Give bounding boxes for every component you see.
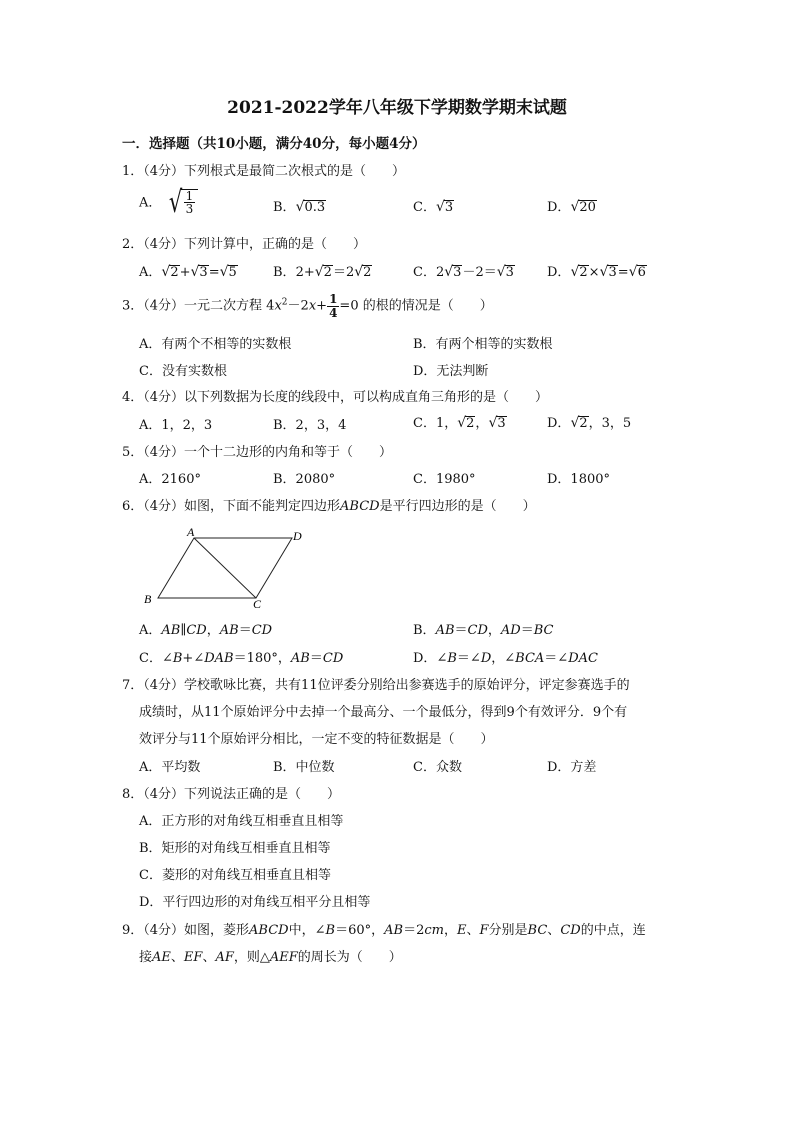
op: × [588, 265, 600, 280]
op: ∥ [180, 623, 187, 638]
seg: BC [533, 623, 554, 638]
seg: AF [215, 950, 234, 965]
seg: AB [161, 623, 181, 638]
radicand: 3 [444, 200, 454, 215]
frac-den: 3 [185, 202, 194, 217]
seg: AEF [269, 950, 298, 965]
var-x: x [274, 298, 282, 314]
exponent: 2 [281, 297, 288, 308]
q2-option-d: D．√2×√3=√6 [547, 264, 646, 280]
q4-c-pre: C．1， [413, 416, 458, 431]
seg: D [480, 651, 492, 666]
txt: 、 [202, 950, 216, 965]
seg: B [325, 923, 336, 938]
page-title: 2021-2022学年八年级下学期数学期末试题 [227, 98, 567, 118]
op: ，∠ [491, 651, 516, 666]
op: ＝ [309, 651, 323, 666]
seg: CD [186, 623, 207, 638]
op: ＝ [238, 623, 252, 638]
q8-option-c: C．菱形的对角线互相垂直且相等 [139, 868, 331, 883]
radicand: 0.3 [304, 200, 326, 215]
seg: AB [435, 623, 455, 638]
op: + [179, 265, 191, 280]
q6-abcd: ABCD [340, 499, 380, 514]
radicand: 2 [579, 265, 588, 280]
radicand: 3 [453, 265, 462, 280]
seg: CD [322, 651, 344, 666]
radicand: 2 [579, 416, 588, 431]
txt: 中，∠ [288, 923, 326, 938]
txt: 分别是 [488, 923, 528, 938]
radicand: 5 [228, 265, 237, 280]
seg: DAB [204, 651, 234, 666]
q2-a-label: A． [139, 265, 162, 280]
seg: B [172, 651, 183, 666]
q6-c-label: C． [139, 651, 162, 666]
q4-d-post: ，3，5 [588, 416, 632, 431]
radicand: 6 [637, 265, 646, 280]
seg: ABCD [249, 923, 289, 938]
q1-stem: 1．（4分）下列根式是最简二次根式的是（ ） [122, 164, 406, 179]
q9-line-1 [122, 924, 646, 937]
unit: cm [424, 923, 444, 938]
vertex-a-label: A [187, 525, 195, 539]
q3-stem-mid: －2 [287, 298, 309, 314]
q6-option-d [413, 652, 598, 665]
txt: 9．（4分）如图，菱形 [122, 923, 250, 938]
vertex-c-label: C [253, 597, 262, 610]
txt: ， [443, 923, 457, 938]
frac-num: 1 [185, 188, 194, 203]
radicand: 3 [608, 265, 617, 280]
op: ＝180°， [233, 651, 291, 666]
q5-option-b: B．2080° [273, 472, 336, 487]
op: + [316, 298, 328, 314]
sep: ， [475, 416, 489, 431]
seg: E [456, 923, 467, 938]
seg: EF [183, 950, 203, 965]
op: 2 [435, 265, 445, 280]
radicand: 2 [170, 265, 179, 280]
seg: AB [219, 623, 239, 638]
txt: 、 [547, 923, 561, 938]
op: ＝ [520, 623, 534, 638]
q3-option-a: A．有两个不相等的实数根 [139, 337, 292, 352]
q3-option-c: C．没有实数根 [139, 364, 227, 379]
q7-option-d: D．方差 [547, 760, 597, 775]
op: ＝∠ [456, 651, 481, 666]
q4-d-pre: D． [547, 416, 571, 431]
seg: AD [500, 623, 521, 638]
q1-option-a [139, 185, 198, 220]
q2-b-label: B． [273, 265, 296, 280]
radicand: 3 [505, 265, 514, 280]
var-x: x [308, 298, 317, 314]
frac-den: 4 [329, 305, 338, 320]
vertex-b-label: B [144, 592, 152, 606]
q1-option-b: B．√0.3 [273, 199, 326, 215]
q1-option-c: C．√3 [413, 199, 454, 215]
q8-option-a: A．正方形的对角线互相垂直且相等 [139, 814, 344, 829]
q6-d-label: D． [413, 651, 437, 666]
radicand: 3 [497, 416, 506, 431]
q3-stem-pre: 3．（4分）一元二次方程 4 [122, 298, 275, 314]
op: ∠ [161, 651, 173, 666]
op: +∠ [182, 651, 205, 666]
q1-c-label: C． [413, 200, 436, 215]
txt: 、 [466, 923, 480, 938]
q6-option-b [413, 624, 554, 637]
radicand: 20 [579, 200, 596, 215]
q7-option-a: A．平均数 [139, 760, 201, 775]
txt: ＝60°， [335, 923, 385, 938]
seg: AE [152, 950, 171, 965]
q2-option-c: C．2√3－2＝√3 [413, 264, 514, 280]
seg: CD [251, 623, 273, 638]
op: ＝∠ [544, 651, 569, 666]
frac-num: 1 [329, 292, 338, 306]
q4-stem: 4．（4分）以下列数据为长度的线段中，可以构成直角三角形的是（ ） [122, 390, 549, 405]
q9-line-2 [139, 951, 402, 964]
q8-stem: 8．（4分）下列说法正确的是（ ） [122, 787, 341, 802]
q8-option-d: D．平行四边形的对角线互相平分且相等 [139, 895, 371, 910]
q6-stem-post: 是平行四边形的是（ ） [379, 499, 536, 514]
q5-option-a: A．2160° [139, 472, 201, 487]
op: ＝ [454, 623, 468, 638]
q3-stem-post: =0 的根的情况是（ ） [339, 298, 493, 314]
q7-option-b: B．中位数 [273, 760, 335, 775]
q2-stem: 2．（4分）下列计算中，正确的是（ ） [122, 237, 367, 252]
q8-option-b: B．矩形的对角线互相垂直且相等 [139, 841, 331, 856]
radicand: 2 [466, 416, 475, 431]
txt: ，则△ [233, 950, 270, 965]
q6-a-label: A． [139, 623, 162, 638]
radicand: 2 [323, 265, 332, 280]
seg: AB [384, 923, 404, 938]
q2-c-label: C． [413, 265, 436, 280]
parallelogram-figure [140, 525, 320, 610]
q6-option-c [139, 652, 343, 665]
seg: CD [560, 923, 581, 938]
q3-stem [122, 293, 493, 319]
q3-option-d: D．无法判断 [413, 364, 489, 379]
q4-option-b: B．2，3，4 [273, 418, 347, 433]
op: ＝2 [332, 265, 355, 280]
op: = [617, 265, 629, 280]
seg: CD [467, 623, 488, 638]
section-heading: 一．选择题（共10小题，满分40分，每小题4分） [122, 136, 426, 152]
seg: F [479, 923, 489, 938]
q6-option-a [139, 624, 272, 637]
q2-option-b: B．2+√2＝2√2 [273, 264, 372, 280]
op: = [208, 265, 220, 280]
q6-stem [122, 500, 536, 513]
q5-option-c: C．1980° [413, 472, 476, 487]
q6-stem-pre: 6．（4分）如图，下面不能判定四边形 [122, 499, 341, 514]
txt: 、 [170, 950, 184, 965]
sep: ， [206, 623, 220, 638]
seg: AB [290, 651, 310, 666]
q4-option-a: A．1，2，3 [139, 418, 213, 433]
txt: 的中点，连 [580, 923, 646, 938]
txt: 接 [139, 950, 153, 965]
sqrt-fraction: √ $\frac{1}{3}$ [166, 188, 199, 218]
radicand: 2 [363, 265, 372, 280]
q3-option-b: B．有两个相等的实数根 [413, 337, 553, 352]
diagonal-ac [194, 538, 256, 598]
radicand: 3 [199, 265, 208, 280]
op: 2+ [295, 265, 315, 280]
q5-stem: 5．（4分）一个十二边形的内角和等于（ ） [122, 445, 393, 460]
sep: ， [487, 623, 501, 638]
q2-option-a: A．√2+√3=√5 [139, 264, 237, 280]
txt: 的周长为（ ） [297, 950, 402, 965]
q1-a-label: A． [139, 195, 162, 211]
q7-option-c: C．众数 [413, 760, 462, 775]
q5-option-d: D．1800° [547, 472, 611, 487]
q7-line-1: 7．（4分）学校歌咏比赛，共有11位评委分别给出参赛选手的原始评分，评定参赛选手的 [122, 678, 630, 693]
q1-d-label: D． [547, 200, 571, 215]
txt: ＝2 [403, 923, 425, 938]
seg: BCA [515, 651, 545, 666]
q1-b-label: B． [273, 200, 296, 215]
seg: BC [527, 923, 548, 938]
q6-b-label: B． [413, 623, 436, 638]
op: ∠ [436, 651, 448, 666]
q1-option-d: D．√20 [547, 199, 596, 215]
vertex-d-label: D [293, 529, 302, 543]
op: －2＝ [462, 265, 497, 280]
seg: DAC [568, 651, 598, 666]
q7-line-2: 成绩时，从11个原始评分中去掉一个最高分、一个最低分，得到9个有效评分．9个有 [139, 705, 628, 720]
seg: B [447, 651, 457, 666]
q7-line-3: 效评分与11个原始评分相比，一定不变的特征数据是（ ） [139, 732, 494, 747]
q4-option-c: C．1，√2，√3 [413, 415, 506, 431]
q2-d-label: D． [547, 265, 571, 280]
q4-option-d: D．√2，3，5 [547, 415, 632, 431]
